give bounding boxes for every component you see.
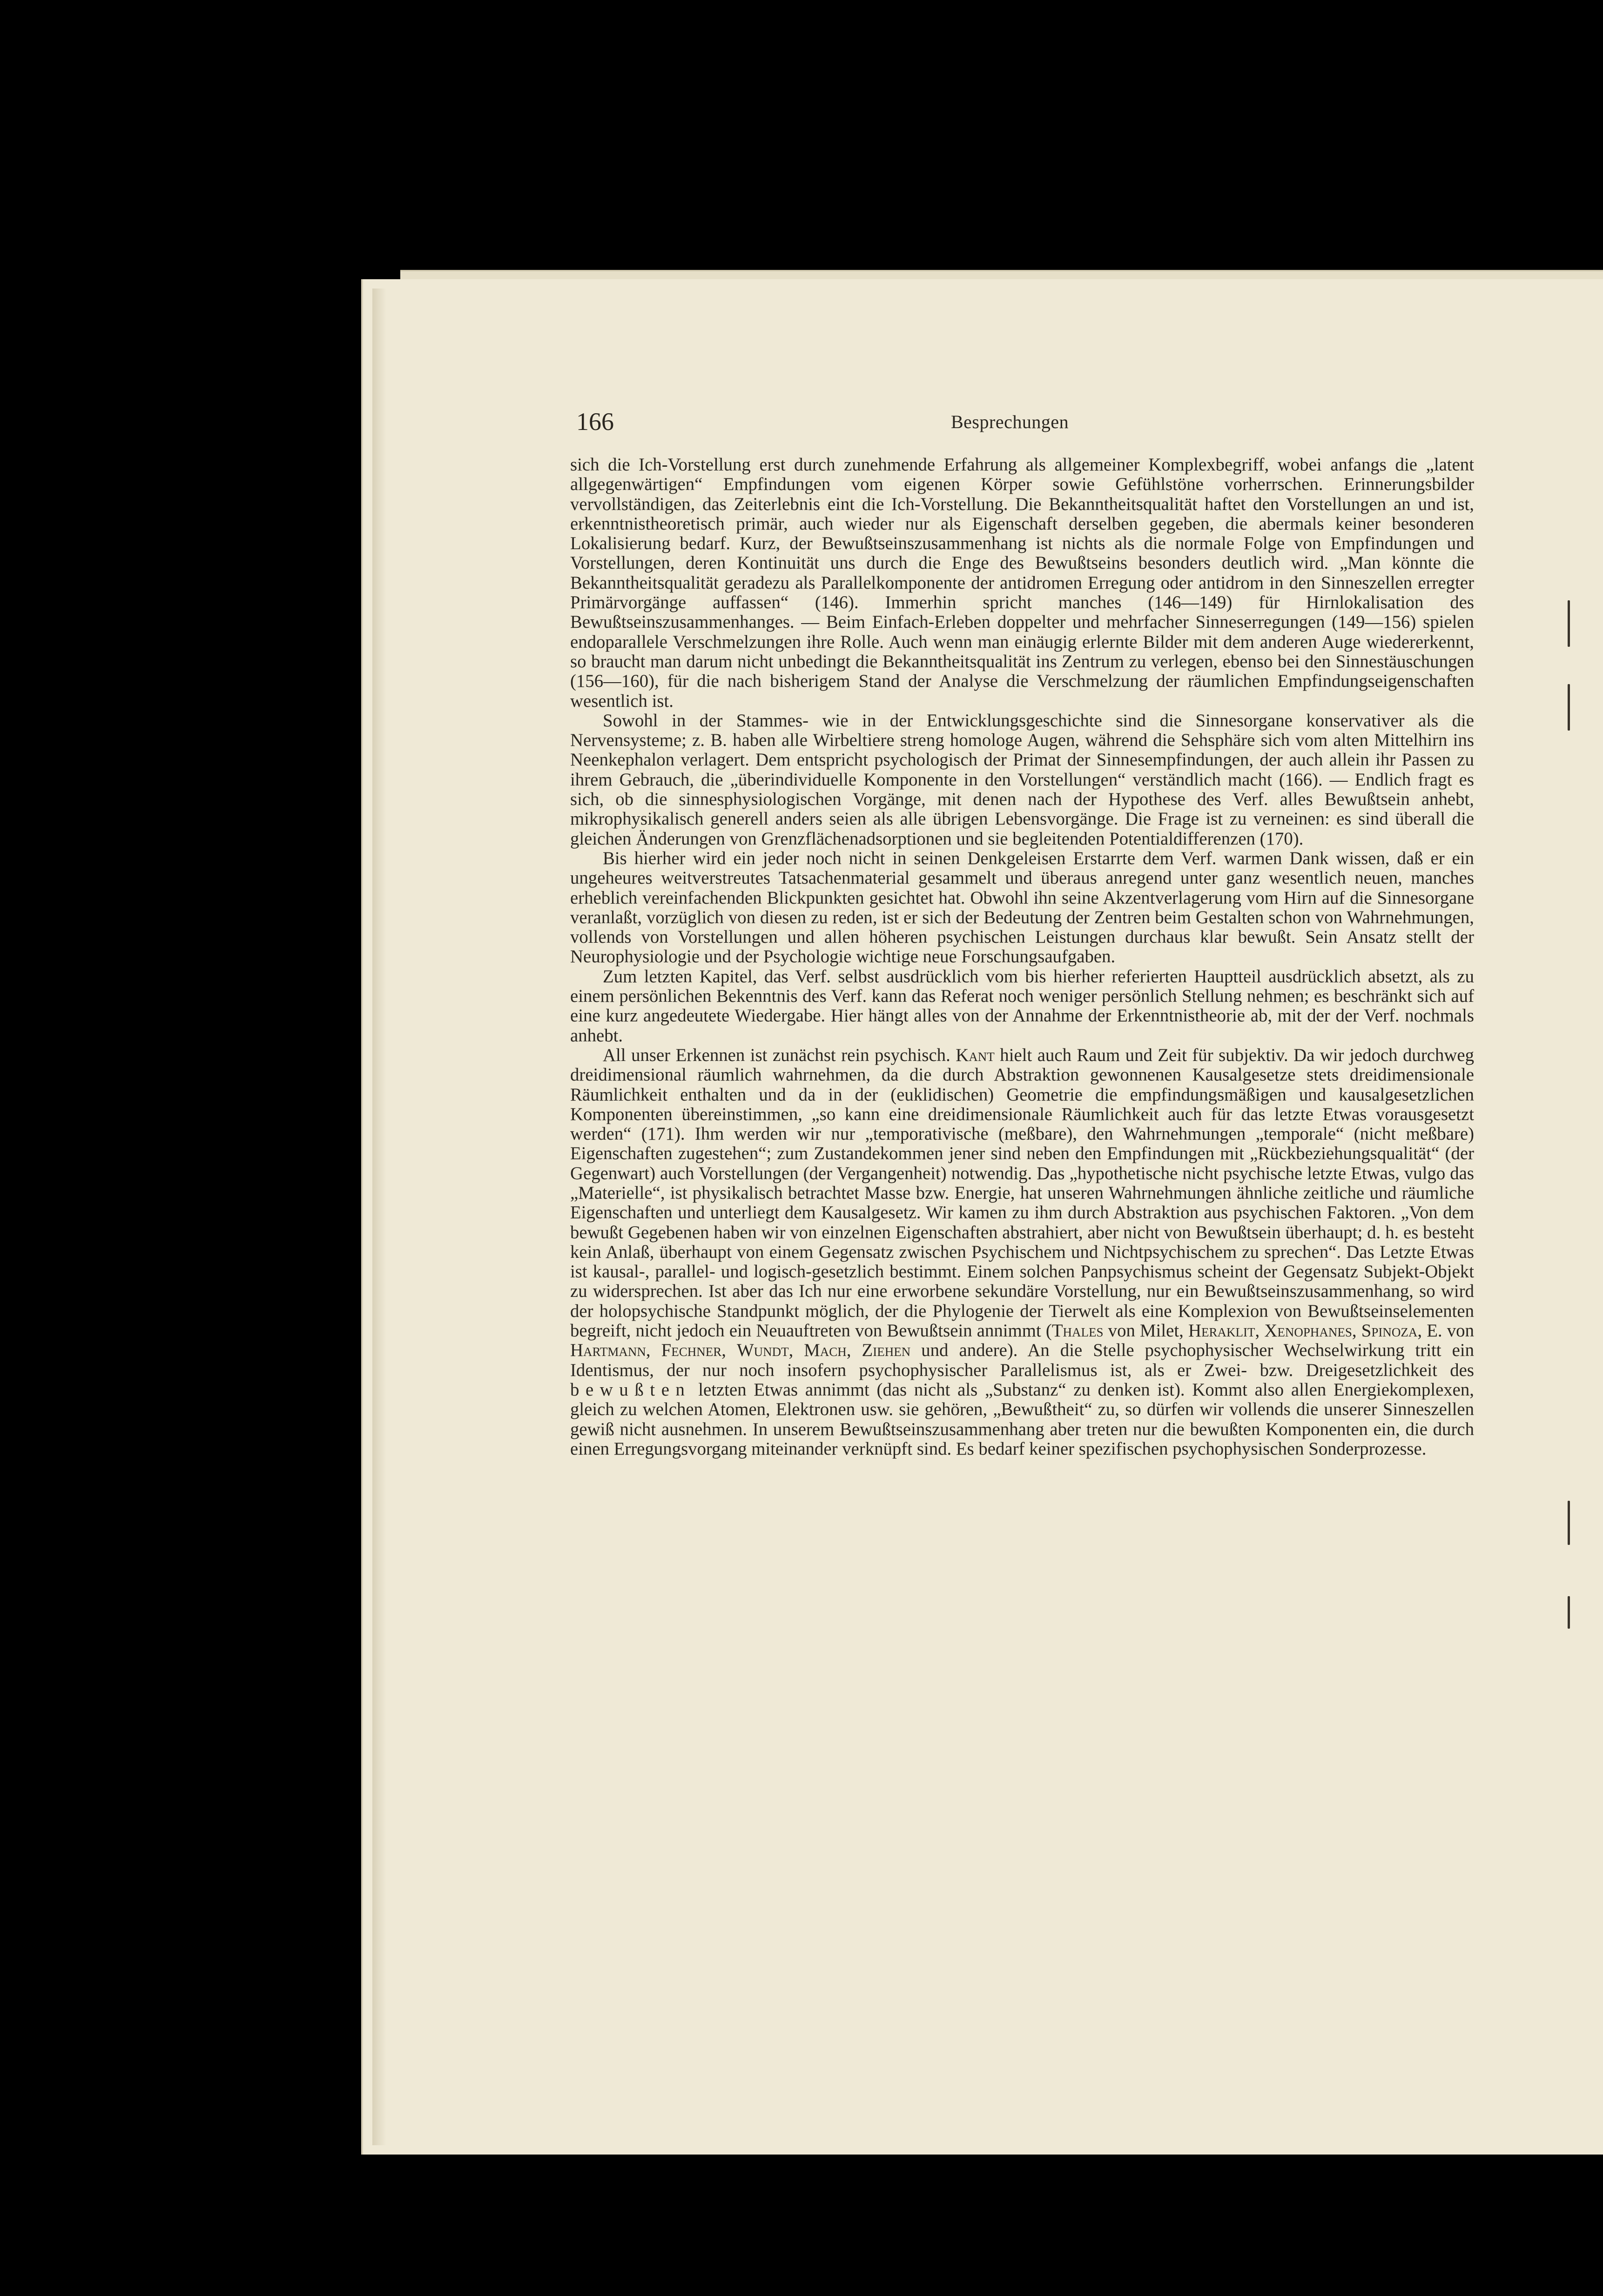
author-name: Fechner bbox=[661, 1340, 722, 1361]
paragraph-3: Bis hierher wird ein jeder noch nicht in seinen Denkgeleisen Erstarrte dem Verf. warmen Dank wissen, daß er ein ungeheures weitverstreutes Tatsachenmaterial gesammelt und überaus anregend unter ganz wesentlich neuen, manches erheblich vereinfachenden Blickpunkten gesichtet hat. Obwohl ihn seine Akzentverlagerung vom Hirn auf die Sinnesorgane veranlaßt, vorzüglich von diesen zu reden, ist er sich der Bedeutung der Zentren beim Gestalten schon von Wahrnehmungen, vollends von Vorstellungen und allen höheren psychischen Leistungen durchaus klar bewußt. Sein Ansatz stellt der Neurophysiologie und der Psychologie wichtige neue Forschungsaufgaben. bbox=[570, 848, 1474, 967]
text-run: , bbox=[721, 1340, 737, 1361]
page-edge-shadow bbox=[372, 289, 386, 2145]
text-run: , bbox=[1352, 1321, 1361, 1341]
author-name: Mach bbox=[804, 1340, 847, 1361]
margin-pencil-mark bbox=[1568, 600, 1570, 647]
author-name: Heraklit bbox=[1188, 1321, 1255, 1341]
running-head: Besprechungen bbox=[951, 411, 1069, 432]
paragraph-2: Sowohl in der Stammes- wie in der Entwicklungsgeschichte sind die Sinnesorgane konservativer als die Nervensysteme; z. B. haben alle Wirbeltiere streng homologe Augen, während die Sehsphäre sich vom alten Mittelhirn ins Neenkephalon verlagert. Dem entspricht psychologisch der Primat der Sinnesempfindungen, der auch allein ihr Passen zu ihrem Gebrauch, die „überindividuelle Komponente in den Vorstellungen“ verständlich macht (166). — Endlich fragt es sich, ob die sinnesphysiologischen Vorgänge, mit denen nach der Hypothese des Verf. alles Bewußtsein anhebt, mikrophysikalisch generell anders seien als alle übrigen Lebensvorgänge. Die Frage ist zu verneinen: es sind überall die gleichen Änderungen von Grenzflächenadsorptionen und sie begleitenden Potentialdifferenzen (170). bbox=[570, 710, 1474, 849]
author-name: Spinoza bbox=[1361, 1321, 1418, 1341]
body-text bbox=[570, 455, 1474, 1459]
text-run: , bbox=[846, 1340, 862, 1361]
margin-pencil-mark bbox=[1568, 684, 1570, 731]
text-run: und andere). An die Stelle psychophysischer Wechselwirkung tritt ein Identismus, der nur noch insofern psychophysischer Parallelismus ist, als er Zwei- bzw. Dreigesetzlichkeit des bbox=[570, 1340, 1475, 1380]
spaced-emphasis: bewußten bbox=[570, 1379, 691, 1400]
page-header bbox=[576, 407, 1474, 435]
author-name: Thales bbox=[1051, 1321, 1104, 1341]
text-run: All unser Erkennen ist zunächst rein psychisch. bbox=[603, 1045, 956, 1065]
text-run: letzten Etwas annimmt (das nicht als „Substanz“ zu denken ist). Kommt also allen Energiekomplexen, gleich zu welchen Atomen, Elektronen usw. sie gehören, „Bewußtheit“ zu, so dürfen wir vollends die unserer Sinneszellen gewiß nicht ausnehmen. In unserem Bewußtseinszusammenhang aber treten nur die bewußten Komponenten ein, die durch einen Erregungsvorgang miteinander verknüpft sind. Es bedarf keiner spezifischen psychophysischen Sonderprozesse. bbox=[570, 1379, 1474, 1459]
text-run: von Milet, bbox=[1103, 1321, 1188, 1341]
author-name: Xenophanes bbox=[1264, 1321, 1352, 1341]
paragraph-1: sich die Ich-Vorstellung erst durch zunehmende Erfahrung als allgemeiner Komplexbegriff, wobei anfangs die „latent allgegenwärtigen“ Empfindungen vom eigenen Körper sowie Gefühlstöne vorherrschen. Erinnerungsbilder vervollständigen, das Zeiterlebnis eint die Ich-Vorstellung. Die Bekanntheitsqualität haftet den Vorstellungen an und ist, erkenntnistheoretisch primär, auch wieder nur als Eigenschaft derselben gegeben, die abermals keiner besonderen Lokalisierung bedarf. Kurz, der Bewußtseinszusammenhang ist nichts als die normale Folge von Empfindungen und Vorstellungen, deren Kontinuität uns durch die Enge des Bewußtseins besonders deutlich wird. „Man könnte die Bekanntheitsqualität geradezu als Parallelkomponente der antidromen Erregung oder antidrom in den Sinneszellen erregter Primärvorgänge auffassen“ (146). Immerhin spricht manches (146—149) für Hirnlokalisation des Bewußtseinszusammenhanges. — Beim Einfach-Erleben doppelter und mehrfacher Sinneserregungen (149—156) spielen endoparallele Verschmelzungen ihre Rolle. Auch wenn man einäugig erlernte Bilder mit dem anderen Auge wiedererkennt, so braucht man darum nicht unbedingt die Bekanntheitsqualität ins Zentrum zu verlegen, ebenso bei den Sinnestäuschungen (156—160), für die nach bisherigem Stand der Analyse die Verschmelzung der räumlichen Empfindungseigenschaften wesentlich ist. bbox=[570, 455, 1474, 711]
margin-pencil-mark bbox=[1568, 1596, 1570, 1629]
author-name: Wundt bbox=[736, 1340, 789, 1361]
text-run: , bbox=[1255, 1321, 1265, 1341]
text-run: , bbox=[646, 1340, 661, 1361]
author-name: Kant bbox=[956, 1045, 995, 1065]
margin-pencil-mark bbox=[1568, 1501, 1570, 1545]
text-run: , E. von bbox=[1417, 1321, 1474, 1341]
page-number: 166 bbox=[576, 408, 614, 436]
text-run: , bbox=[788, 1340, 804, 1361]
author-name: Ziehen bbox=[862, 1340, 911, 1361]
paragraph-5 bbox=[570, 1046, 1474, 1459]
author-name: Hartmann bbox=[570, 1340, 646, 1361]
paragraph-4: Zum letzten Kapitel, das Verf. selbst ausdrücklich vom bis hierher referierten Hauptteil ausdrücklich absetzt, als zu einem persönlichen Bekenntnis des Verf. kann das Referat noch weniger persönlich Stellung nehmen; es beschränkt sich auf eine kurz angedeutete Wiedergabe. Hier hängt alles von der Annahme der Erkenntnistheorie ab, mit der der Verf. nochmals anhebt. bbox=[570, 966, 1474, 1046]
text-run: hielt auch Raum und Zeit für subjektiv. Da wir jedoch durchweg dreidimensional räumlich wahrnehmen, da die durch Abstraktion gewonnenen Kausalgesetze stets dreidimensionale Räumlichkeit enthalten und da in der (euklidischen) Geometrie die empfindungsmäßigen und kausalgesetzlichen Komponenten übereinstimmen, „so kann eine dreidimensionale Räumlichkeit auch für das letzte Etwas vorausgesetzt werden“ (171). Ihm werden wir nur „temporativische (meßbare), den Wahrnehmungen „temporale“ (nicht meßbare) Eigenschaften zugestehen“; zum Zustandekommen jener sind neben den Empfindungen mit „Rückbeziehungsqualität“ (der Gegenwart) auch Vorstellungen (der Vergangenheit) notwendig. Das „hypothetische nicht psychische letzte Etwas, vulgo das „Materielle“, ist physikalisch betrachtet Masse bzw. Energie, hat unseren Wahrnehmungen ähnliche zeitliche und räumliche Eigenschaften und unterliegt dem Kausalgesetz. Wir kamen zu ihm durch Abstraktion aus psychischen Faktoren. „Von dem bewußt Gegebenen haben wir von einzelnen Eigenschaften abstrahiert, aber nicht von Bewußtsein überhaupt; d. h. es besteht kein Anlaß, überhaupt von einem Gegensatz zwischen Psychischem und Nichtpsychischem zu sprechen“. Das Letzte Etwas ist kausal-, parallel- und logisch-gesetzlich bestimmt. Einem solchen Panpsychismus scheint der Gegensatz Subjekt-Objekt zu widersprechen. Ist aber das Ich nur eine erworbene sekundäre Vorstellung, nur ein Bewußtseinszusammenhang, so wird der holopsychische Standpunkt möglich, der die Phylogenie der Tierwelt als eine Komplexion von Bewußtseinselementen begreift, nicht jedoch ein Neuauftreten von Bewußtsein annimmt ( bbox=[570, 1045, 1474, 1341]
